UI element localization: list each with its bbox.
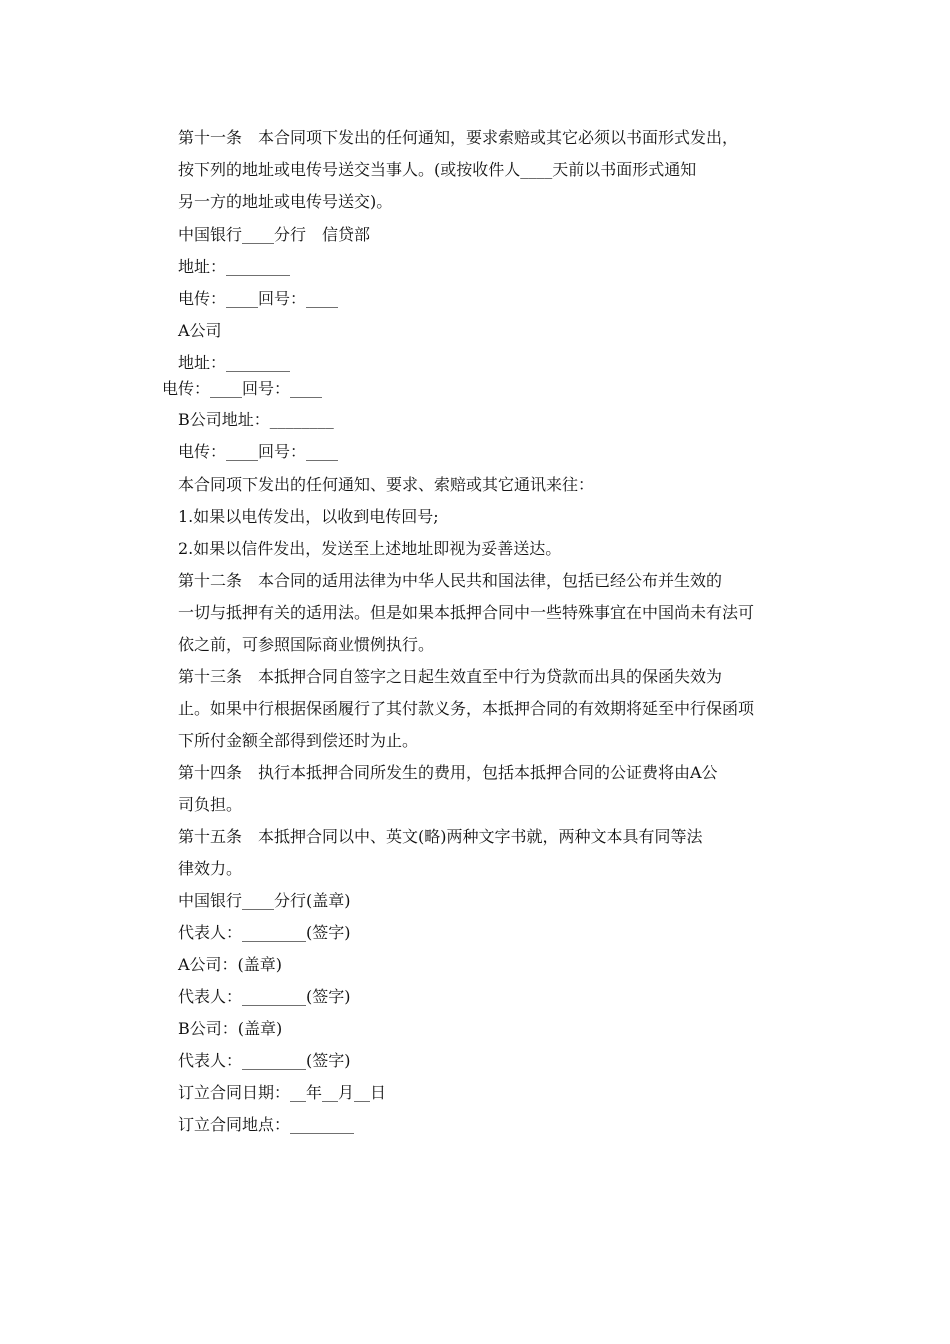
company-b-address-line: B公司地址：________ [178,410,334,429]
clause-12-line-2: 一切与抵押有关的适用法。但是如果本抵押合同中一些特殊事宜在中国尚未有法可 [178,603,755,622]
clause-11-line-1: 第十一条 本合同项下发出的任何通知，要求索赔或其它必须以书面形式发出， [178,128,739,147]
clause-15-line-1: 第十五条 本抵押合同以中、英文(略)两种文字书就，两种文本具有同等法 [178,827,703,846]
bank-telex-line: 电传：____回号：____ [178,289,339,308]
bank-branch-line: 中国银行____分行 信贷部 [178,225,371,244]
notice-item-2: 2.如果以信件发出，发送至上述地址即视为妥善送达。 [178,539,562,558]
contract-place-line: 订立合同地点：________ [178,1115,355,1134]
clause-11-line-2: 按下列的地址或电传号送交当事人。(或按收件人____天前以书面形式通知 [178,160,697,179]
signature-company-a-representative: 代表人：________(签字) [178,987,351,1006]
signature-bank-representative: 代表人：________(签字) [178,923,351,942]
signature-bank-line: 中国银行____分行(盖章) [178,891,351,910]
company-a-telex-line: 电传：____回号：____ [162,379,323,398]
company-a-address-line: 地址：________ [178,353,291,372]
notice-item-1: 1.如果以电传发出，以收到电传回号; [178,507,439,526]
clause-14-line-1: 第十四条 执行本抵押合同所发生的费用，包括本抵押合同的公证费将由A公 [178,763,718,782]
company-a-label: A公司 [178,321,222,340]
clause-13-line-2: 止。如果中行根据保函履行了其付款义务，本抵押合同的有效期将延至中行保函项 [178,699,755,718]
signature-company-b-line: B公司：(盖章) [178,1019,283,1038]
clause-13-line-1: 第十三条 本抵押合同自签字之日起生效直至中行为贷款而出具的保函失效为 [178,667,723,686]
clause-12-line-1: 第十二条 本合同的适用法律为中华人民共和国法律，包括已经公布并生效的 [178,571,723,590]
clause-11-line-3: 另一方的地址或电传号送交)。 [178,192,393,211]
company-b-telex-line: 电传：____回号：____ [178,442,339,461]
clause-15-line-2: 律效力。 [178,859,243,878]
notice-intro-line: 本合同项下发出的任何通知、要求、索赔或其它通讯来往： [178,475,595,494]
clause-14-line-2: 司负担。 [178,795,243,814]
bank-address-line: 地址：________ [178,257,291,276]
clause-12-line-3: 依之前，可参照国际商业惯例执行。 [178,635,435,654]
signature-company-a-line: A公司：(盖章) [178,955,283,974]
signature-company-b-representative: 代表人：________(签字) [178,1051,351,1070]
clause-13-line-3: 下所付金额全部得到偿还时为止。 [178,731,419,750]
contract-date-line: 订立合同日期：__年__月__日 [178,1083,387,1102]
